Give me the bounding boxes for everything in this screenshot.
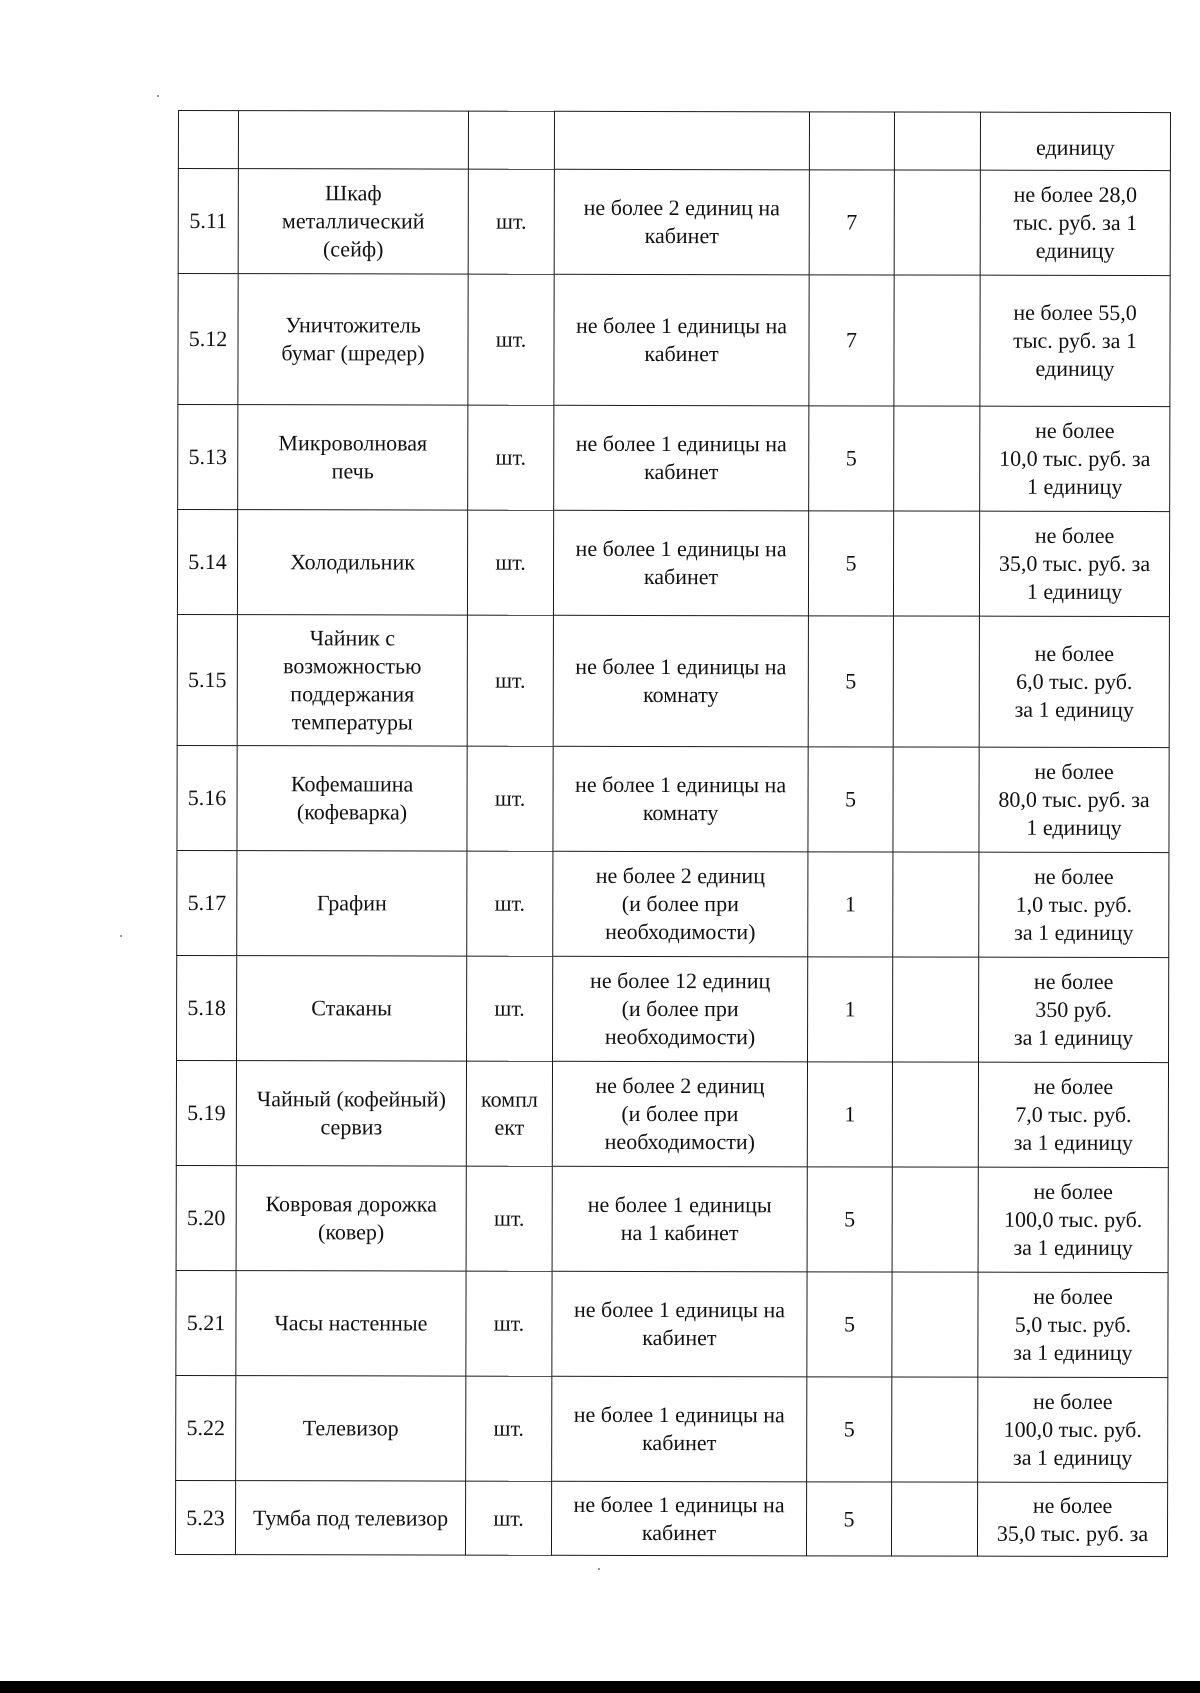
blank-cell [892, 1062, 978, 1167]
table-row [177, 745, 1169, 852]
quantity-norm-cell: не более 1 единицы на кабинет [551, 1481, 806, 1556]
item-name-cell: Чайник с возможностью поддержания температуры [237, 615, 467, 746]
blank-cell [893, 616, 979, 747]
price-limit-cell: не более 7,0 тыс. руб. за 1 единицу [978, 1062, 1168, 1167]
table-row [178, 274, 1170, 407]
quantity-norm-cell: не более 1 единицы на кабинет [552, 1376, 807, 1482]
row-number-cell: 5.21 [176, 1270, 236, 1375]
blank-cell [891, 1482, 977, 1556]
service-life-cell: 1 [808, 852, 893, 957]
blank-cell [894, 275, 980, 406]
price-limit-cell: не более 10,0 тыс. руб. за 1 единицу [980, 406, 1170, 511]
price-limit-cell: не более 35,0 тыс. руб. за 1 единицу [979, 511, 1169, 616]
blank-cell [894, 406, 980, 511]
unit-cell: компл ект [466, 1061, 552, 1166]
unit-cell: шт. [466, 1376, 552, 1481]
quantity-norm-cell: не более 2 единиц (и более при необходимости) [553, 851, 808, 957]
price-limit-cell: не более 100,0 тыс. руб. за 1 единицу [978, 1167, 1168, 1272]
table-row [178, 169, 1170, 276]
service-life-cell: 5 [809, 406, 894, 511]
blank-cell [892, 1167, 978, 1272]
table-row [177, 614, 1169, 747]
row-number-cell: 5.11 [178, 169, 238, 274]
table-row [177, 850, 1169, 957]
table-row [177, 510, 1169, 617]
row-number-cell: 5.17 [177, 850, 237, 955]
item-name-cell: Уничтожитель бумаг (шредер) [238, 274, 468, 405]
unit-cell: шт. [467, 746, 553, 851]
unit-cell: шт. [466, 1166, 552, 1271]
quantity-norm-cell: не более 1 единицы на кабинет [553, 510, 808, 616]
unit-cell: шт. [467, 510, 553, 615]
service-life-cell [809, 112, 894, 170]
unit-cell: шт. [468, 274, 554, 405]
price-limit-cell: не более 5,0 тыс. руб. за 1 единицу [978, 1272, 1168, 1377]
blank-cell [893, 957, 979, 1062]
table-row [176, 1270, 1168, 1377]
furniture-norms-table [175, 110, 1171, 1557]
row-number-cell: 5.18 [177, 955, 237, 1060]
service-life-cell: 7 [809, 275, 894, 406]
quantity-norm-cell: не более 1 единицы на комнату [553, 615, 808, 747]
row-number-cell: 5.20 [176, 1165, 236, 1270]
service-life-cell: 5 [807, 1167, 892, 1272]
row-number-cell: 5.19 [176, 1060, 236, 1165]
unit-cell: шт. [466, 1271, 552, 1376]
table-row [176, 1165, 1168, 1272]
scan-bottom-edge [0, 1681, 1200, 1693]
table-row [176, 1060, 1168, 1167]
quantity-norm-cell: не более 1 единицы на кабинет [552, 1271, 807, 1377]
unit-cell: шт. [468, 169, 554, 274]
scan-speck [598, 1568, 600, 1570]
service-life-cell: 5 [808, 511, 893, 616]
price-limit-cell: не более 55,0 тыс. руб. за 1 единицу [980, 275, 1170, 406]
service-life-cell: 5 [807, 1377, 892, 1482]
item-name-cell: Часы настенные [236, 1271, 466, 1376]
blank-cell [892, 1272, 978, 1377]
price-limit-cell: не более 28,0 тыс. руб. за 1 единицу [980, 170, 1170, 275]
row-number-cell: 5.14 [177, 510, 237, 615]
unit-cell: шт. [465, 1481, 551, 1555]
row-number-cell: 5.12 [178, 274, 238, 405]
item-name-cell: Графин [237, 851, 467, 956]
quantity-norm-cell: не более 12 единиц (и более при необходимости) [553, 956, 808, 1062]
table-row [176, 1375, 1168, 1482]
blank-cell [894, 112, 980, 170]
quantity-norm-cell: не более 1 единицы на кабинет [554, 274, 809, 406]
quantity-norm-cell: не более 1 единицы на 1 кабинет [552, 1166, 807, 1272]
quantity-norm-cell [554, 111, 809, 170]
price-limit-cell: не более 100,0 тыс. руб. за 1 единицу [978, 1377, 1168, 1482]
scan-speck [120, 935, 122, 937]
service-life-cell: 5 [808, 616, 893, 747]
scan-speck [157, 95, 159, 97]
service-life-cell: 5 [808, 747, 893, 852]
item-name-cell: Микроволновая печь [238, 405, 468, 510]
item-name-cell: Тумба под телевизор [235, 1481, 465, 1555]
table-row [178, 111, 1170, 171]
unit-cell: шт. [467, 956, 553, 1061]
unit-cell: шт. [467, 615, 553, 746]
table-row [178, 405, 1170, 512]
table-row [177, 955, 1169, 1062]
row-number-cell: 5.15 [177, 614, 237, 745]
price-limit-cell: не более 1,0 тыс. руб. за 1 единицу [979, 852, 1169, 957]
unit-cell [468, 111, 554, 169]
item-name-cell: Ковровая дорожка (ковер) [236, 1166, 466, 1271]
table-body [175, 111, 1170, 1557]
quantity-norm-cell: не более 2 единиц на кабинет [554, 169, 809, 275]
item-name-cell: Холодильник [237, 510, 467, 615]
item-name-cell: Кофемашина (кофеварка) [237, 746, 467, 851]
service-life-cell: 5 [806, 1482, 891, 1556]
item-name-cell: Чайный (кофейный) сервиз [236, 1061, 466, 1166]
quantity-norm-cell: не более 1 единицы на комнату [553, 746, 808, 852]
price-limit-cell: не более 35,0 тыс. руб. за [977, 1482, 1167, 1556]
row-number-cell: 5.23 [175, 1480, 235, 1554]
row-number-cell: 5.22 [176, 1375, 236, 1480]
service-life-cell: 1 [808, 957, 893, 1062]
item-name-cell: Шкаф металлический (сейф) [238, 169, 468, 274]
service-life-cell: 7 [809, 170, 894, 275]
blank-cell [893, 511, 979, 616]
row-number-cell: 5.13 [178, 405, 238, 510]
item-name-cell: Телевизор [236, 1376, 466, 1481]
service-life-cell: 1 [807, 1062, 892, 1167]
row-number-cell [178, 111, 238, 169]
price-limit-cell: единицу [980, 112, 1170, 170]
unit-cell: шт. [467, 851, 553, 956]
item-name-cell: Стаканы [237, 956, 467, 1061]
quantity-norm-cell: не более 2 единиц (и более при необходимости) [552, 1061, 807, 1167]
blank-cell [893, 747, 979, 852]
unit-cell: шт. [468, 405, 554, 510]
price-limit-cell: не более 350 руб. за 1 единицу [979, 957, 1169, 1062]
quantity-norm-cell: не более 1 единицы на кабинет [554, 405, 809, 511]
row-number-cell: 5.16 [177, 745, 237, 850]
blank-cell [892, 1377, 978, 1482]
item-name-cell [238, 111, 468, 169]
price-limit-cell: не более 6,0 тыс. руб. за 1 единицу [979, 616, 1169, 747]
blank-cell [893, 852, 979, 957]
service-life-cell: 5 [807, 1272, 892, 1377]
price-limit-cell: не более 80,0 тыс. руб. за 1 единицу [979, 747, 1169, 852]
table-row [175, 1480, 1167, 1556]
blank-cell [894, 170, 980, 275]
